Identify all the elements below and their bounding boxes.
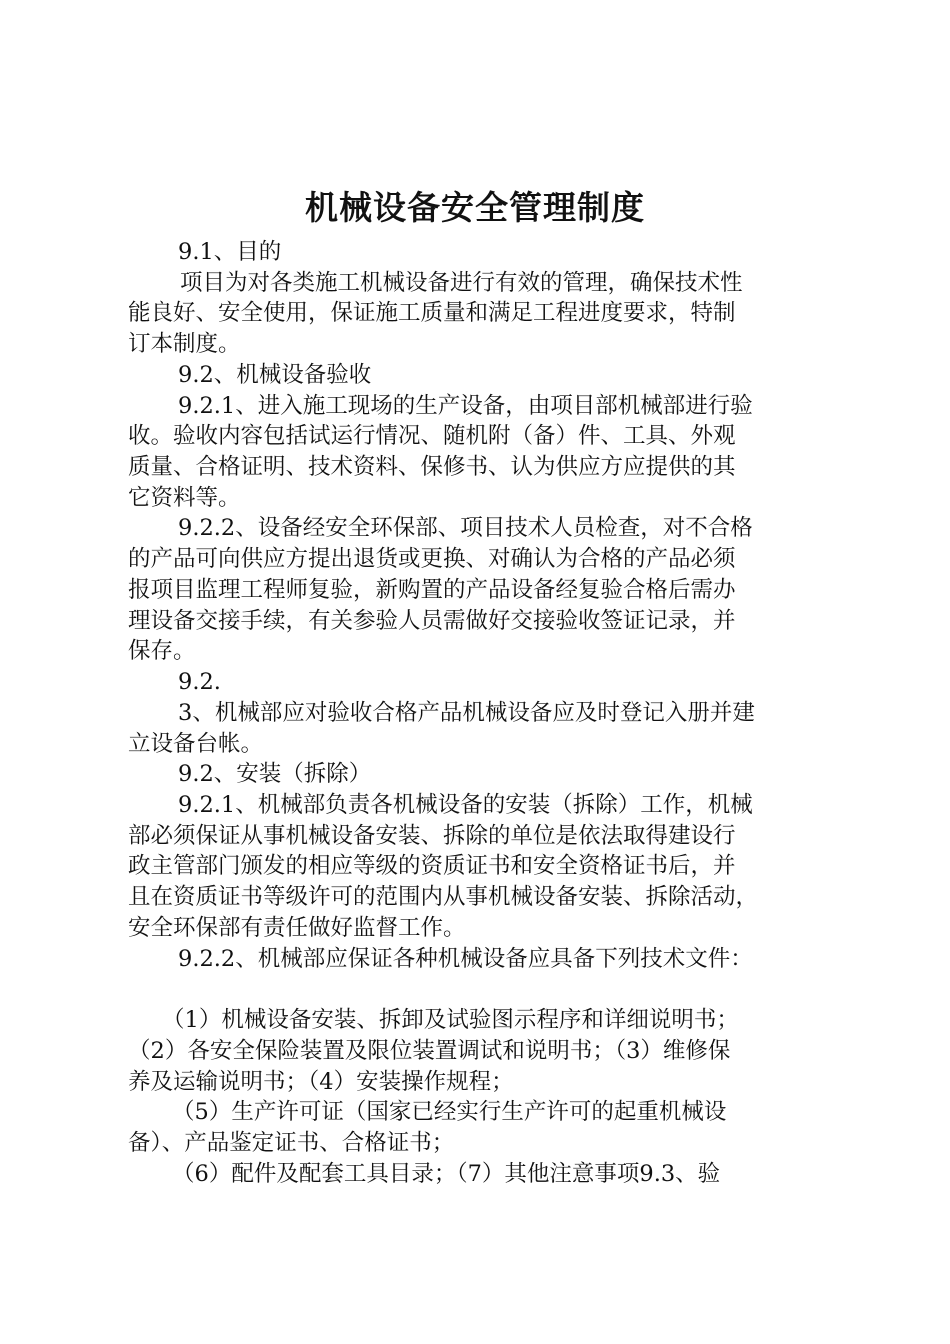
paragraph-line: 收。验收内容包括试运行情况、随机附（备）件、工具、外观 — [128, 423, 736, 449]
paragraph-line: 9.2.1、机械部负责各机械设备的安装（拆除）工作，机械 — [178, 792, 753, 818]
paragraph-line: 能良好、安全使用，保证施工质量和满足工程进度要求，特制 — [128, 300, 736, 326]
paragraph-line: 项目为对各类施工机械设备进行有效的管理，确保技术性 — [180, 270, 743, 296]
paragraph-line: 质量、合格证明、技术资料、保修书、认为供应方应提供的其 — [128, 454, 736, 480]
paragraph-line: 报项目监理工程师复验，新购置的产品设备经复验合格后需办 — [128, 577, 736, 603]
section-heading-installation: 9.2、安装（拆除） — [178, 761, 372, 787]
paragraph-line: 订本制度。 — [128, 331, 241, 357]
document-title: 机械设备安全管理制度 — [305, 188, 645, 227]
paragraph-line: 9.2.1、进入施工现场的生产设备，由项目部机械部进行验 — [178, 393, 753, 419]
paragraph-line: 9.2.2、设备经安全环保部、项目技术人员检查，对不合格 — [178, 515, 753, 541]
list-item-line: （2）各安全保险装置及限位装置调试和说明书；（3）维修保 — [128, 1038, 731, 1064]
paragraph-line: 9.2.2、机械部应保证各种机械设备应具备下列技术文件： — [178, 946, 753, 972]
paragraph-line: 3、机械部应对验收合格产品机械设备应及时登记入册并建 — [178, 700, 755, 726]
paragraph-line: 且在资质证书等级许可的范围内从事机械设备安装、拆除活动， — [128, 884, 759, 910]
paragraph-line: 它资料等。 — [128, 485, 241, 511]
paragraph-line: 9.2. — [178, 669, 221, 695]
list-item-line: 养及运输说明书；（4）安装操作规程； — [128, 1069, 514, 1095]
paragraph-line: 部必须保证从事机械设备安装、拆除的单位是依法取得建设行 — [128, 823, 736, 849]
list-item-line: （1）机械设备安装、拆卸及试验图示程序和详细说明书； — [162, 1007, 739, 1033]
paragraph-line: 政主管部门颁发的相应等级的资质证书和安全资格证书后，并 — [128, 853, 736, 879]
section-heading-9-2: 9.2、机械设备验收 — [178, 362, 372, 388]
list-item-line: （5）生产许可证（国家已经实行生产许可的起重机械设 — [172, 1099, 727, 1125]
section-heading-9-1: 9.1、目的 — [178, 239, 282, 265]
paragraph-line: 理设备交接手续，有关参验人员需做好交接验收签证记录，并 — [128, 608, 736, 634]
list-item-line: 备）、产品鉴定证书、合格证书； — [128, 1130, 455, 1156]
paragraph-line: 安全环保部有责任做好监督工作。 — [128, 915, 466, 941]
list-item-line: （6）配件及配套工具目录；（7）其他注意事项9.3、验 — [172, 1161, 721, 1187]
paragraph-line: 的产品可向供应方提出退货或更换、对确认为合格的产品必须 — [128, 546, 736, 572]
paragraph-line: 保存。 — [128, 638, 196, 664]
paragraph-line: 立设备台帐。 — [128, 731, 264, 757]
